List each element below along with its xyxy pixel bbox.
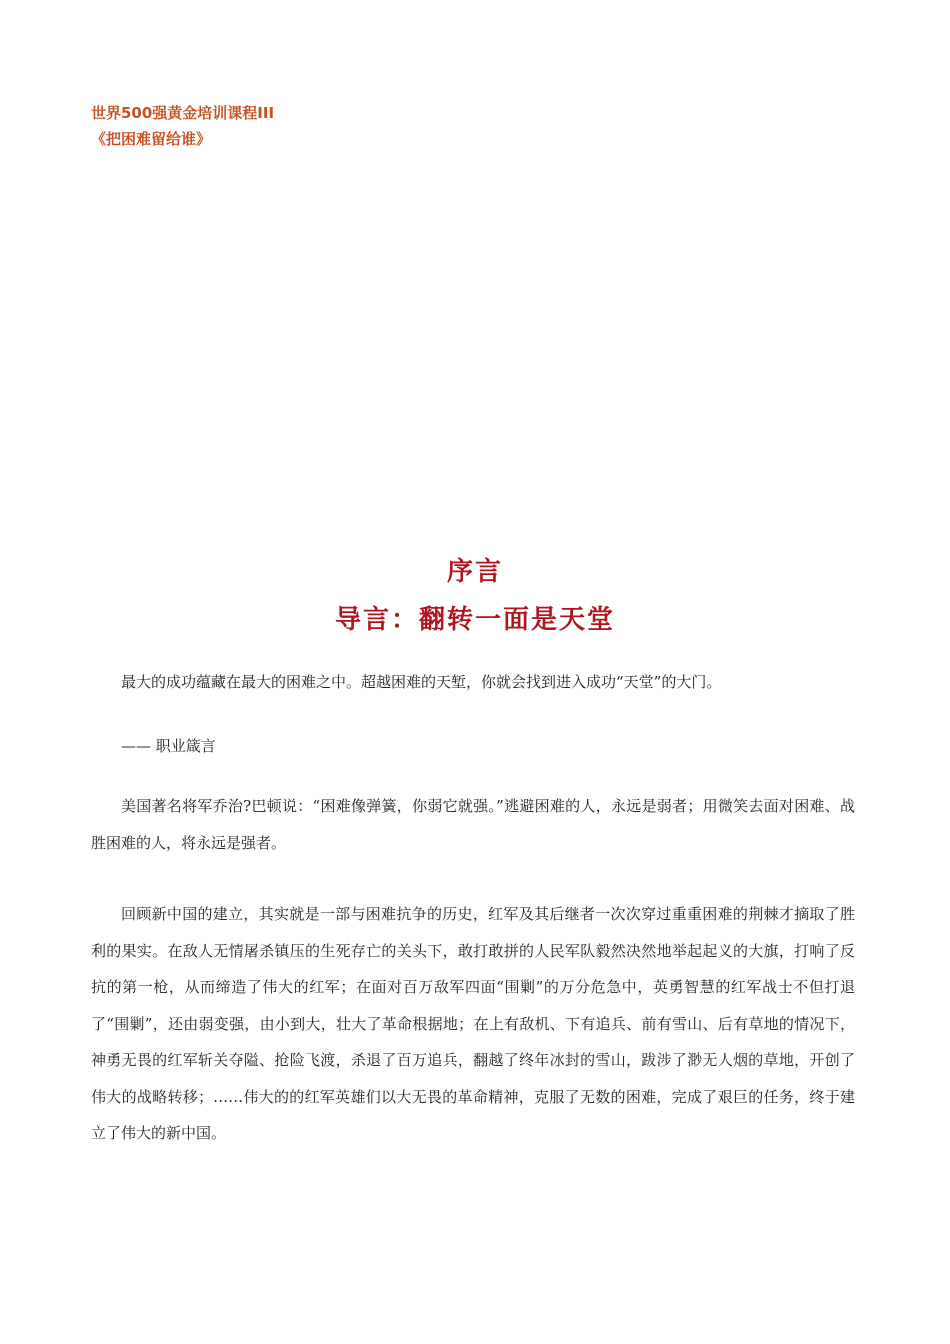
epigraph-quote: 最大的成功蕴藏在最大的困难之中。超越困难的天堑，你就会找到进入成功“天堂”的大门。 (121, 673, 722, 691)
document-header (91, 100, 274, 152)
epigraph-source: —— 职业箴言 (121, 737, 216, 755)
book-title: 《把困难留给谁》 (91, 130, 212, 148)
preface-heading: 序言 (446, 557, 503, 587)
body-paragraph-1: 美国著名将军乔治?巴顿说：“困难像弹簧，你弱它就强。”逃避困难的人，永远是弱者；用微笑去面对困难、战胜困难的人，将永远是强者。 (91, 797, 855, 852)
course-title: 世界500强黄金培训课程III (91, 104, 275, 122)
body-paragraph-2: 回顾新中国的建立，其实就是一部与困难抗争的历史，红军及其后继者一次次穿过重重困难的荆棘才摘取了胜利的果实。在敌人无情屠杀镇压的生死存亡的关头下，敢打敢拼的人民军队毅然决然地举起起义的大旗，打响了反抗的第一枪，从而缔造了伟大的红军；在面对百万敌军四面“围剿”的万分危急中，英勇智慧的红军战士不但打退了“围剿”，还由弱变强，由小到大，壮大了革命根据地；在上有敌机、下有追兵、前有雪山、后有草地的情况下，神勇无畏的红军斩关夺隘、抢险飞渡，杀退了百万追兵，翻越了终年冰封的雪山，跋涉了渺无人烟的草地，开创了伟大的战略转移；……伟大的的红军英雄们以大无畏的革命精神，克服了无数的困难，完成了艰巨的任务，终于建立了伟大的新中国。 (91, 905, 855, 1142)
chapter-heading (0, 550, 950, 646)
intro-heading: 导言：翻转一面是天堂 (334, 605, 615, 635)
